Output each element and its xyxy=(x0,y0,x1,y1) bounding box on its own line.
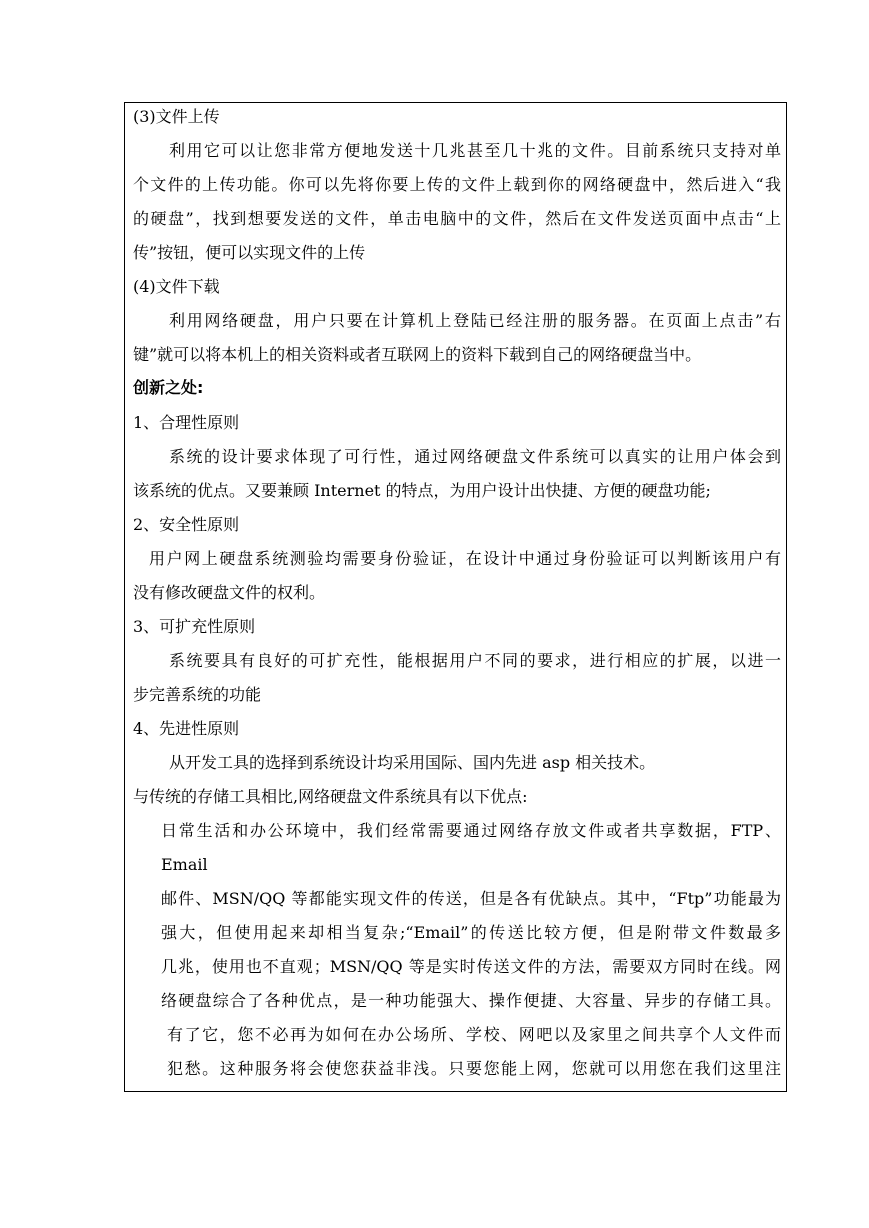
paragraph-line: 犯愁。这种服务将会使您获益非浅。只要您能上网，您就可以用您在我们这里注 xyxy=(167,1059,781,1078)
paragraph-line: 从开发工具的选择到系统设计均采用国际、国内先进 asp 相关技术。 xyxy=(169,753,656,772)
paragraph-line: 用户网上硬盘系统测验均需要身份验证，在设计中通过身份验证可以判断该用户有 xyxy=(149,549,781,568)
paragraph-line: 几兆，使用也不直观；MSN/QQ 等是实时传送文件的方法，需要双方同时在线。网 xyxy=(161,957,781,976)
paragraph-line: 日常生活和办公环境中，我们经常需要通过网络存放文件或者共享数据，FTP、 xyxy=(161,821,781,840)
paragraph-line: 系统的设计要求体现了可行性，通过网络硬盘文件系统可以真实的让用户体会到 xyxy=(169,447,781,466)
innovation-heading: 创新之处: xyxy=(133,378,204,397)
principle-heading-extensibility: 3、可扩充性原则 xyxy=(133,617,256,636)
paragraph-line: 有了它，您不必再为如何在办公场所、学校、网吧以及家里之间共享个人文件而 xyxy=(167,1025,781,1044)
paragraph-line: 强大，但使用起来却相当复杂;“Email”的传送比较方便，但是附带文件数最多 xyxy=(161,923,781,942)
paragraph-line: 系统要具有良好的可扩充性，能根据用户不同的要求，进行相应的扩展，以进一 xyxy=(169,651,781,670)
paragraph-line: 没有修改硬盘文件的权利。 xyxy=(133,583,326,602)
paragraph-line: 邮件、MSN/QQ 等都能实现文件的传送，但是各有优缺点。其中，“Ftp”功能最为 xyxy=(161,889,781,908)
principle-heading-rationality: 1、合理性原则 xyxy=(133,413,240,432)
paragraph-line: Email xyxy=(161,855,208,874)
paragraph-line: 络硬盘综合了各种优点，是一种功能强大、操作便捷、大容量、异步的存储工具。 xyxy=(161,991,781,1010)
paragraph-line: 键”就可以将本机上的相关资料或者互联网上的资料下载到自己的网络硬盘当中。 xyxy=(133,345,702,364)
content-frame xyxy=(124,102,787,1092)
paragraph-line: 利用它可以让您非常方便地发送十几兆甚至几十兆的文件。目前系统只支持对单 xyxy=(169,141,781,160)
principle-heading-security: 2、安全性原则 xyxy=(133,515,240,534)
principle-heading-advanced: 4、先进性原则 xyxy=(133,719,240,738)
paragraph-line: 的硬盘”，找到想要发送的文件，单击电脑中的文件，然后在文件发送页面中点击“上 xyxy=(133,209,781,228)
paragraph-line: 步完善系统的功能 xyxy=(133,685,262,704)
comparison-heading: 与传统的存储工具相比,网络硬盘文件系统具有以下优点: xyxy=(133,787,528,806)
paragraph-line: 传”按钮，便可以实现文件的上传 xyxy=(133,243,366,262)
paragraph-line: 利用网络硬盘，用户只要在计算机上登陆已经注册的服务器。在页面上点击”右 xyxy=(169,311,781,330)
section-heading-download: (4)文件下载 xyxy=(133,277,220,296)
paragraph-line: 个文件的上传功能。你可以先将你要上传的文件上载到你的网络硬盘中，然后进入“我 xyxy=(133,175,781,194)
section-heading-upload: (3)文件上传 xyxy=(133,107,220,126)
paragraph-line: 该系统的优点。又要兼顾 Internet 的特点，为用户设计出快捷、方便的硬盘功能; xyxy=(133,481,711,500)
